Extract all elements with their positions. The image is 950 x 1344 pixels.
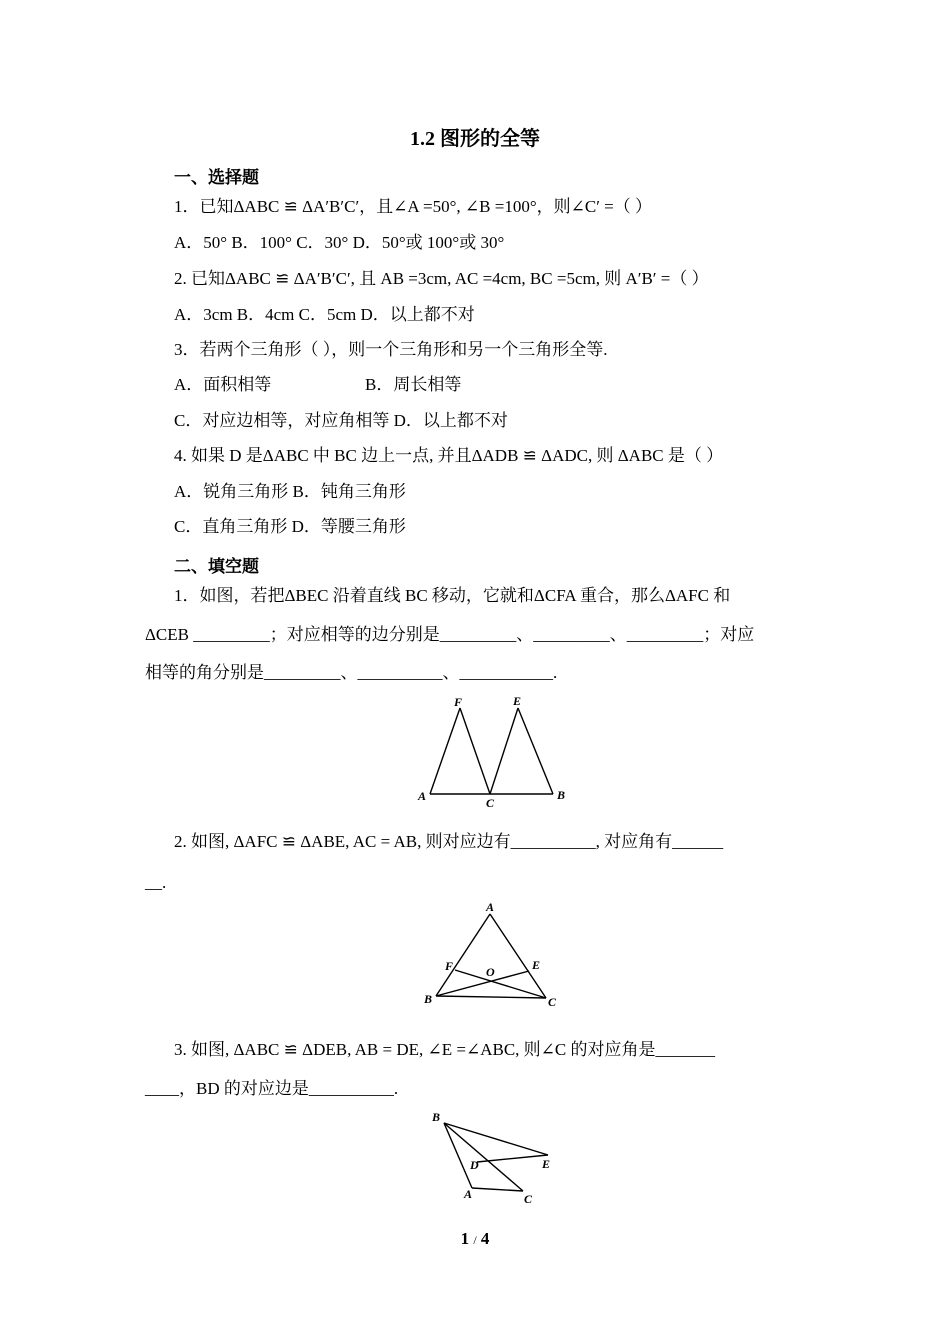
choice-q3: 3．若两个三角形（ ），则一个三角形和另一个三角形全等.: [174, 340, 608, 359]
fill-q1-line2: ΔCEB _________；对应相等的边分别是_________、_________、_________；对应: [145, 625, 755, 644]
fig1-label-C: C: [486, 796, 495, 810]
page-title: 1.2 图形的全等: [410, 128, 540, 150]
fig2-label-C: C: [548, 995, 557, 1009]
choice-q4-options-cd: C．直角三角形 D．等腰三角形: [174, 517, 406, 536]
choice-q1-options: A．50° B．100° C．30° D．50°或 100°或 30°: [174, 233, 505, 252]
fig1-label-A: A: [418, 789, 427, 803]
fig3-label-B: B: [432, 1110, 441, 1124]
fig3-label-A: A: [464, 1187, 473, 1201]
choice-q4: 4. 如果 D 是ΔABC 中 BC 边上一点, 并且ΔADB ≌ ΔADC, 则 ΔABC 是（ ）: [174, 446, 724, 465]
fill-q1-line1: 1．如图，若把ΔBEC 沿着直线 BC 移动，它就和ΔCFA 重合，那么ΔAFC 和: [174, 586, 731, 605]
fig1-label-F: F: [454, 695, 463, 709]
fig2-label-E: E: [532, 958, 541, 972]
figure-3: [422, 1105, 562, 1210]
fig3-line-AC: [472, 1188, 523, 1191]
fig2-line-BC: [436, 996, 546, 998]
figure-1: [410, 690, 580, 810]
fig3-label-E: E: [542, 1157, 551, 1171]
fill-q3-line2: ____，BD 的对应边是__________.: [145, 1079, 399, 1098]
page-number: [0, 1229, 950, 1249]
choice-q3-option-b: B．周长相等: [365, 375, 462, 394]
fig3-line-BC: [444, 1123, 523, 1191]
fig3-line-BA: [444, 1123, 472, 1188]
figure-2: [418, 898, 568, 1013]
fig1-label-B: B: [557, 788, 566, 802]
fill-q1-line3: 相等的角分别是_________、__________、___________.: [145, 663, 558, 682]
fig1-line-AF: [430, 708, 460, 794]
fig3-line-DE: [477, 1155, 548, 1162]
choice-q2-options: A．3cm B．4cm C．5cm D．以上都不对: [174, 305, 475, 324]
choice-q4-options-ab: A．锐角三角形 B．钝角三角形: [174, 482, 406, 501]
fig1-line-FC: [460, 708, 490, 794]
fig3-label-D: D: [470, 1158, 479, 1172]
fig1-line-CE: [490, 708, 518, 794]
fill-q2-line2: __.: [145, 873, 167, 892]
choice-q3-options-cd: C．对应边相等，对应角相等 D．以上都不对: [174, 411, 508, 430]
fill-q2-line1: 2. 如图, ΔAFC ≌ ΔABE, AC = AB, 则对应边有__________, 对应角有______: [174, 832, 724, 851]
fig3-line-BE: [444, 1123, 548, 1155]
section-heading-fill: 二、填空题: [174, 557, 259, 576]
fig2-line-CF: [455, 970, 546, 998]
fig2-label-A: A: [486, 900, 495, 914]
fig3-label-C: C: [524, 1192, 533, 1206]
choice-q3-option-a: A．面积相等: [174, 375, 272, 394]
section-heading-choice: 一、选择题: [174, 168, 259, 187]
fig2-label-F: F: [445, 959, 454, 973]
fig2-line-AC: [490, 914, 546, 998]
fig1-line-EB: [518, 708, 553, 794]
page-total: 4: [480, 1229, 490, 1248]
page-separator: /: [473, 1233, 477, 1247]
fill-q3-line1: 3. 如图, ΔABC ≌ ΔDEB, AB = DE, ∠E =∠ABC, 则∠C 的对应角是_______: [174, 1040, 715, 1059]
page-current: 1: [460, 1229, 470, 1248]
choice-q2: 2. 已知ΔABC ≌ ΔA′B′C′, 且 AB =3cm, AC =4cm, BC =5cm, 则 A′B′ =（ ）: [174, 269, 709, 288]
fig2-label-O: O: [486, 965, 495, 979]
fig1-label-E: E: [513, 694, 522, 708]
choice-q1: 1．已知ΔABC ≌ ΔA′B′C′，且∠A =50°, ∠B =100°，则∠C′ =（ ）: [174, 197, 652, 216]
fig2-label-B: B: [424, 992, 433, 1006]
